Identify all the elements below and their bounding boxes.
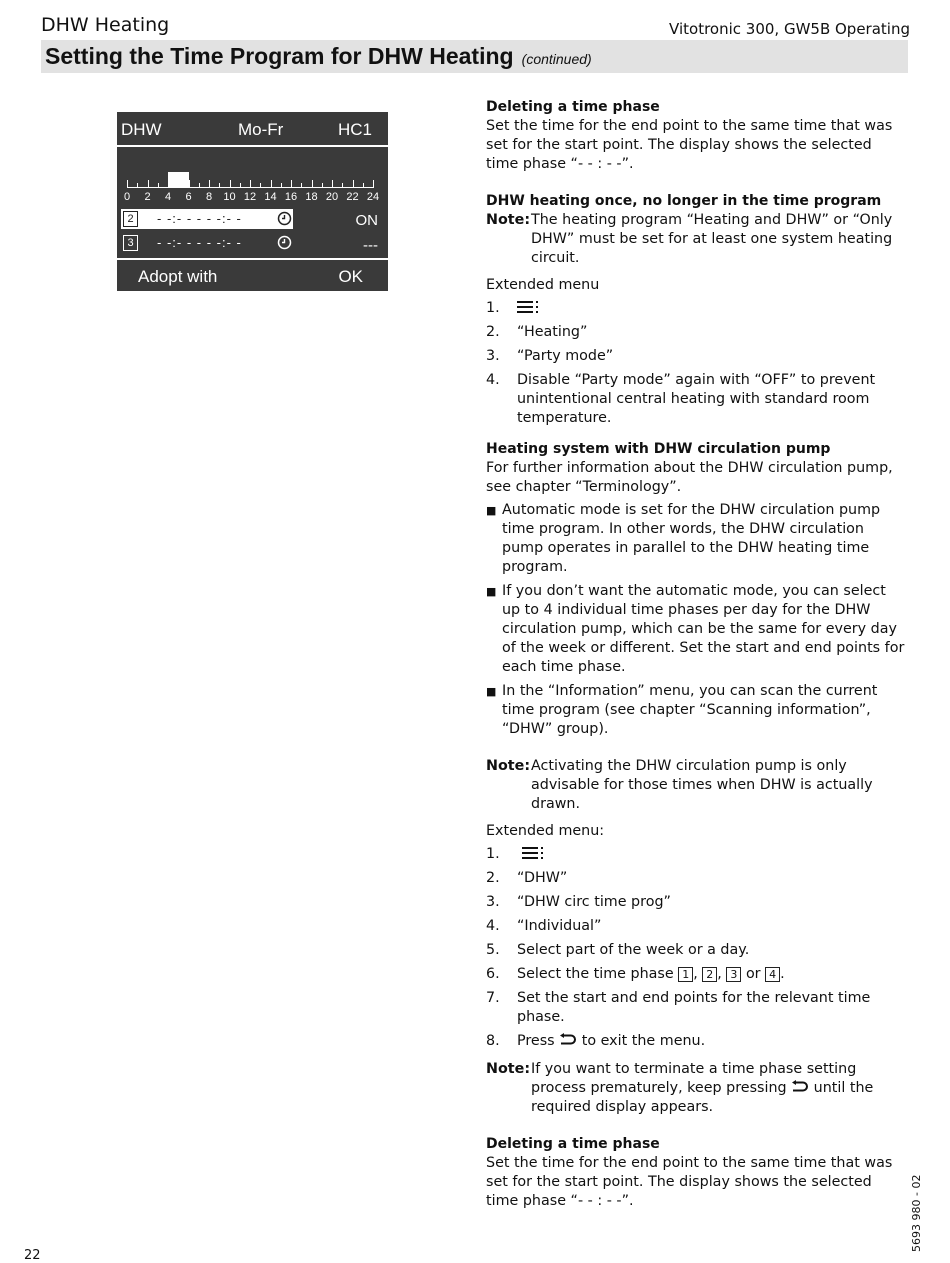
active-time-phase-block [168,172,189,187]
clock-icon [277,211,292,226]
section-heading: DHW heating once, no longer in the time program [486,193,882,209]
list-item: 2. “Heating” [486,324,588,340]
scale-label: 16 [284,191,298,203]
list-item: 6. Select the time phase 1 , 2 , 3 or 4 . [486,966,785,982]
scale-tick [291,180,292,188]
list-item: 2. “DHW” [486,870,568,886]
scale-tick [199,183,200,188]
note: Note: If you want to terminate a time phase setting process prematurely, keep pressing until the required display appears. [486,1061,874,1115]
scale-tick [158,183,159,188]
back-icon [791,1080,809,1093]
list-item: 1. [486,299,906,318]
scale-tick [240,183,241,188]
back-icon [559,1033,577,1046]
phase-box: 2 [702,967,717,982]
time-phase-row-3 [121,233,381,253]
scale-label: 0 [123,191,131,203]
note-label: Note: [486,1061,531,1077]
scale-tick [301,183,302,188]
scale-tick [260,183,261,188]
scale-label: 4 [164,191,172,203]
list-item: 1. [486,845,906,864]
adopt-label: Adopt with [138,267,218,286]
scale-tick [148,180,149,188]
scale-label: 2 [144,191,151,203]
time-scale [123,172,380,203]
list-item: 4. Disable “Party mode” again with “OFF” to prevent unintentional central heating with standard room temperature. [486,372,876,426]
display-footer [117,260,388,291]
display-mode: DHW [121,120,162,139]
scale-tick [342,183,343,188]
phase-value: ON [355,212,378,229]
scale-label: 22 [346,191,359,203]
note-label: Note [486,212,525,228]
scale-tick [332,180,333,188]
paragraph: For further information about the DHW circulation pump, see chapter “Terminology”. [486,460,893,495]
time-phase-row-2 [121,209,293,229]
note: Note: The heating program “Heating and DHW” or “Only DHW” must be set for at least one system heating circuit. [486,211,906,268]
title-continued: (continued) [521,51,592,67]
controller-display [117,112,388,291]
menu-icon [517,300,539,314]
display-days: Mo-Fr [238,120,284,139]
scale-tick [363,183,364,188]
phase-value: --- [363,237,378,254]
step-list [486,299,906,428]
content-column [486,98,906,1211]
paragraph: Set the time for the end point to the same time that was set for the start point. The display shows the selected time phase “- - : - -”. [486,118,893,172]
section-title: DHW Heating [41,14,170,36]
list-item: 7. Set the start and end points for the relevant time phase. [486,990,871,1025]
scale-label: 18 [305,191,318,203]
list-item: 3. “DHW circ time prog” [486,894,671,910]
scale-label: 6 [185,191,192,203]
list-item: ■ In the “Information” menu, you can scan the current time program (see chapter “Scanning information”, “DHW” group). [486,683,878,737]
phase-box: 1 [678,967,693,982]
scale-tick [137,183,138,188]
phase-number: 2 [123,211,138,227]
phase-time: - -:- - - - -:- - [157,211,242,226]
display-circuit: HC1 [337,120,372,139]
step-list [486,845,906,1051]
ok-label: OK [338,267,363,286]
scale-tick [271,180,272,188]
note-label: Note [486,758,525,774]
scale-tick [322,183,323,188]
scale-tick [353,180,354,188]
section-heading: Heating system with DHW circulation pump [486,441,831,457]
document-code: 5693 980 - 02 [910,1174,923,1252]
scale-tick [373,180,374,188]
paragraph: Extended menu [486,277,600,293]
list-item: ■ If you don’t want the automatic mode, you can select up to 4 individual time phases per day for the DHW circulation pump, which can be the same for every day of the week or different. Set the start and end points for each time phase. [486,583,905,675]
list-item: ■ Automatic mode is set for the DHW circulation pump time program. In other words, the DHW circulation pump operates in parallel to the DHW heating time program. [486,502,881,575]
phase-box: 3 [726,967,741,982]
scale-label: 10 [223,191,236,203]
scale-tick [209,180,210,188]
note: Note: Activating the DHW circulation pump is only advisable for those times when DHW is actually drawn. [486,757,906,814]
phase-box: 4 [765,967,780,982]
scale-tick [281,183,282,188]
scale-label: 14 [264,191,277,203]
list-item: 8. Press to exit the menu. [486,1033,706,1049]
clock-icon [277,235,292,250]
scale-label: 12 [243,191,257,203]
list-item: 4. “Individual” [486,918,602,934]
page-title-bar [41,40,908,73]
scale-tick [230,180,231,188]
scale-tick [189,180,190,188]
scale-label: 20 [325,191,339,203]
display-header [117,112,388,146]
bullet-list [486,501,906,739]
note-text: The heating program “Heating and DHW” or “Only DHW” must be set for at least one system heating circuit. [531,212,893,266]
menu-icon [522,846,544,860]
list-item: 5. Select part of the week or a day. [486,942,750,958]
scale-label: 8 [205,191,213,203]
paragraph: Set the time for the end point to the same time that was set for the start point. The display shows the selected time phase “- - : - -”. [486,1155,893,1209]
page-number: 22 [24,1248,41,1263]
scale-tick [250,180,251,188]
scale-tick [312,180,313,188]
phase-number: 3 [123,235,138,251]
scale-label: 24 [366,191,380,203]
phase-time: - -:- - - - -:- - [157,235,242,250]
scale-tick [127,180,128,188]
list-item: 3. “Party mode” [486,348,614,364]
section-heading: Deleting a time phase [486,99,660,115]
display-divider [117,145,388,147]
scale-tick [219,183,220,188]
section-heading: Deleting a time phase [486,1136,660,1152]
note-text: Activating the DHW circulation pump is only advisable for those times when DHW is actually drawn. [531,758,873,812]
product-name: Vitotronic 300, GW5B Operating [669,20,910,38]
page-title: Setting the Time Program for DHW Heating [45,43,514,69]
paragraph: Extended menu: [486,823,605,839]
